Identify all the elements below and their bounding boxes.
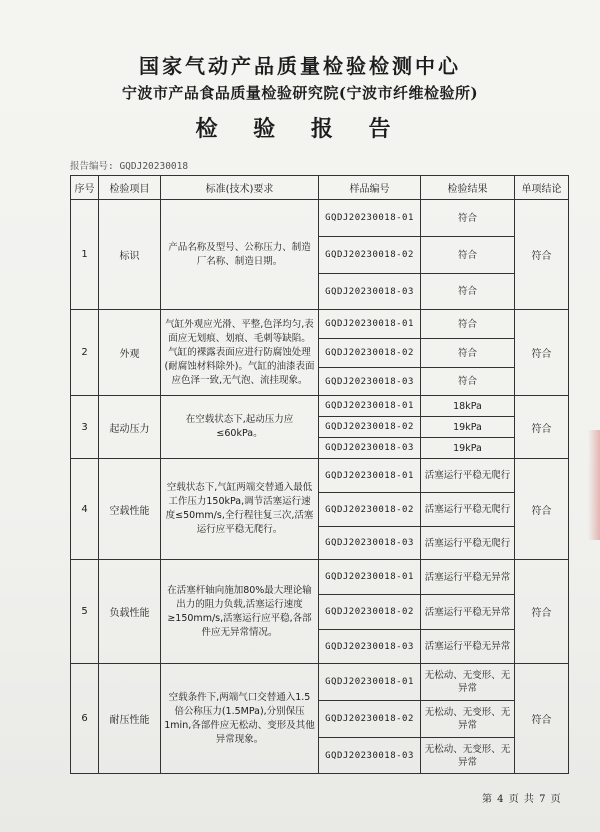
sample-no: GQDJ20230018-02 (319, 493, 421, 527)
table-row (71, 310, 569, 339)
result-value: 无松动、无变形、无异常 (421, 738, 515, 774)
table-row (71, 664, 569, 701)
row-item: 耐压性能 (99, 664, 161, 774)
row-no: 2 (71, 310, 99, 396)
row-conclusion: 符合 (515, 664, 569, 774)
report-number: 报告编号: GQDJ20230018 (70, 161, 189, 172)
header-result: 检验结果 (421, 176, 515, 200)
table-row (71, 459, 569, 493)
table-row (71, 560, 569, 595)
result-value: 活塞运行平稳无爬行 (421, 493, 515, 527)
sample-no: GQDJ20230018-02 (319, 339, 421, 368)
row-requirement: 在空载状态下,起动压力应≤60kPa。 (161, 396, 319, 459)
seal-edge-mark (588, 430, 600, 540)
row-requirement: 产品名称及型号、公称压力、制造厂名称、制造日期。 (161, 200, 319, 310)
sample-no: GQDJ20230018-03 (319, 738, 421, 774)
header-no: 序号 (71, 176, 99, 200)
report-title: 检 验 报 告 (195, 116, 405, 142)
row-no: 5 (71, 560, 99, 664)
sample-no: GQDJ20230018-03 (319, 630, 421, 664)
sample-no: GQDJ20230018-03 (319, 274, 421, 310)
sample-no: GQDJ20230018-01 (319, 396, 421, 417)
inspection-table (70, 175, 569, 774)
header-item: 检验项目 (99, 176, 161, 200)
sample-no: GQDJ20230018-01 (319, 459, 421, 493)
result-value: 活塞运行平稳无爬行 (421, 459, 515, 493)
row-no: 4 (71, 459, 99, 560)
table-header-row (71, 176, 569, 200)
row-requirement: 在活塞杆轴向施加80%最大理论输出力的阻力负载,活塞运行速度≥150mm/s,活塞运行应平稳,各部件应无异常情况。 (161, 560, 319, 664)
row-requirement: 气缸外观应光滑、平整,色泽均匀,表面应无划痕、划痕、毛刺等缺陷。气缸的裸露表面应进行防腐蚀处理(耐腐蚀材料除外)。气缸的油漆表面应色泽一致,无气泡、流挂现象。 (161, 310, 319, 396)
row-conclusion: 符合 (515, 396, 569, 459)
table-row (71, 396, 569, 417)
row-no: 3 (71, 396, 99, 459)
sample-no: GQDJ20230018-01 (319, 200, 421, 237)
result-value: 符合 (421, 200, 515, 237)
result-value: 活塞运行平稳无异常 (421, 560, 515, 595)
institute-name-title: 宁波市产品食品质量检验研究院(宁波市纤维检验所) (121, 84, 479, 102)
sample-no: GQDJ20230018-03 (319, 527, 421, 560)
result-value: 18kPa (421, 396, 515, 417)
result-value: 符合 (421, 368, 515, 396)
page-number: 第 4 页 共 7 页 (482, 794, 562, 805)
result-value: 活塞运行平稳无爬行 (421, 527, 515, 560)
sample-no: GQDJ20230018-02 (319, 417, 421, 438)
sample-no: GQDJ20230018-01 (319, 310, 421, 339)
result-value: 活塞运行平稳无异常 (421, 595, 515, 630)
row-conclusion: 符合 (515, 200, 569, 310)
sample-no: GQDJ20230018-01 (319, 664, 421, 701)
header-sample-no: 样品编号 (319, 176, 421, 200)
sample-no: GQDJ20230018-02 (319, 701, 421, 738)
table-row (71, 200, 569, 237)
result-value: 符合 (421, 339, 515, 368)
result-value: 19kPa (421, 417, 515, 438)
row-conclusion: 符合 (515, 560, 569, 664)
row-conclusion: 符合 (515, 459, 569, 560)
result-value: 无松动、无变形、无异常 (421, 701, 515, 738)
header-requirement: 标准(技术)要求 (161, 176, 319, 200)
row-conclusion: 符合 (515, 310, 569, 396)
row-item: 起动压力 (99, 396, 161, 459)
row-no: 1 (71, 200, 99, 310)
result-value: 符合 (421, 310, 515, 339)
sample-no: GQDJ20230018-02 (319, 237, 421, 274)
result-value: 活塞运行平稳无异常 (421, 630, 515, 664)
sample-no: GQDJ20230018-03 (319, 438, 421, 459)
row-requirement: 空载状态下,气缸两端交替通入最低工作压力150kPa,调节活塞运行速度≤50mm/s,全行程往复三次,活塞运行应平稳无爬行。 (161, 459, 319, 560)
result-value: 19kPa (421, 438, 515, 459)
row-item: 外观 (99, 310, 161, 396)
row-item: 空载性能 (99, 459, 161, 560)
row-requirement: 空载条件下,两端气口交替通入1.5倍公称压力(1.5MPa),分别保压1min,各部件应无松动、变形及其他异常现象。 (161, 664, 319, 774)
result-value: 符合 (421, 274, 515, 310)
sample-no: GQDJ20230018-02 (319, 595, 421, 630)
row-no: 6 (71, 664, 99, 774)
center-name-title: 国家气动产品质量检验检测中心 (139, 54, 461, 78)
result-value: 符合 (421, 237, 515, 274)
row-item: 标识 (99, 200, 161, 310)
sample-no: GQDJ20230018-03 (319, 368, 421, 396)
row-item: 负载性能 (99, 560, 161, 664)
header-conclusion: 单项结论 (515, 176, 569, 200)
sample-no: GQDJ20230018-01 (319, 560, 421, 595)
result-value: 无松动、无变形、无异常 (421, 664, 515, 701)
